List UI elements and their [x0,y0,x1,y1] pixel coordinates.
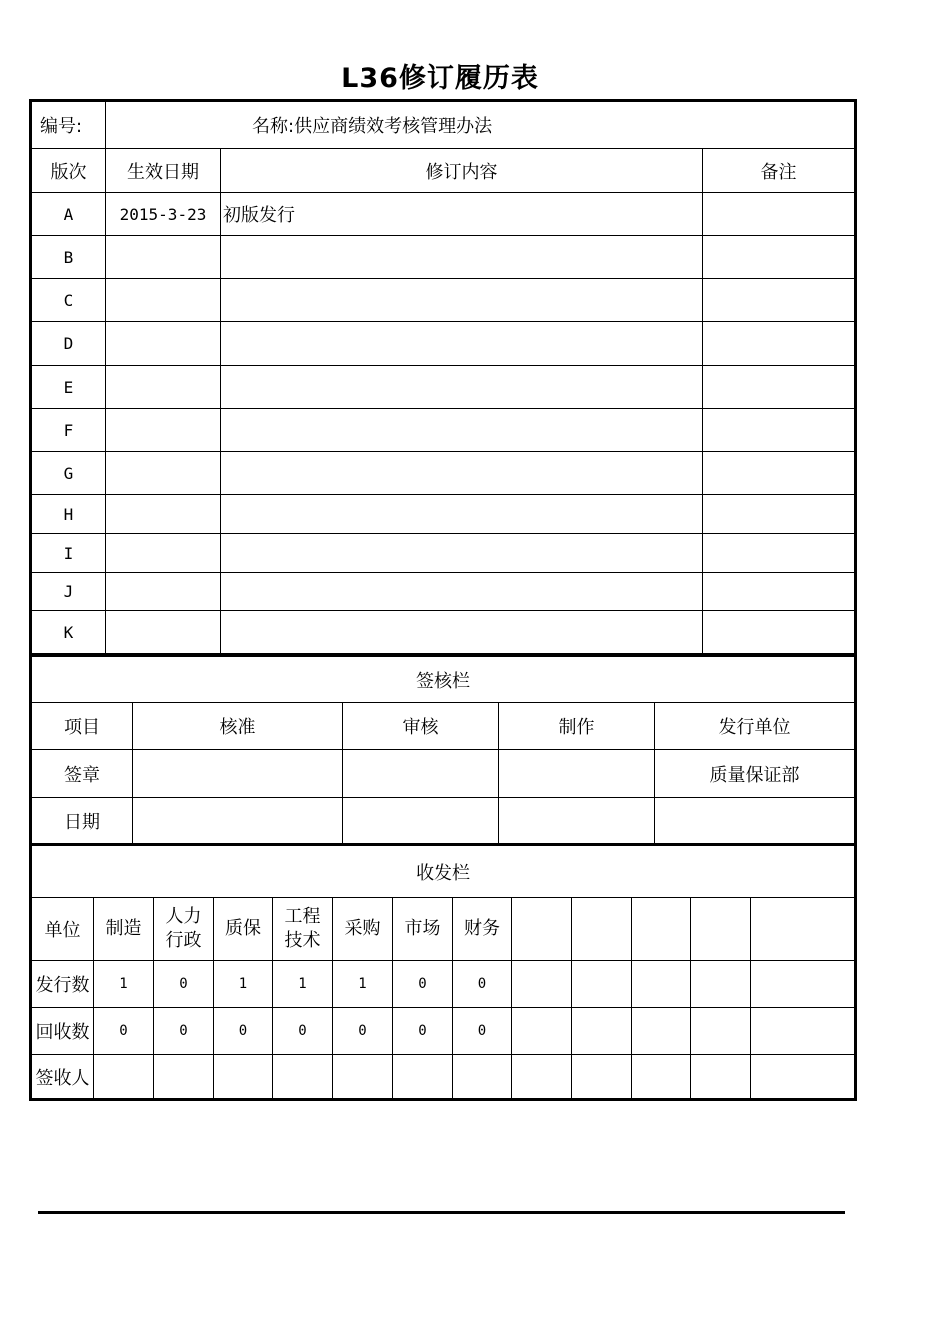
revision-version: A [31,193,106,236]
date-review-cell [343,798,499,845]
signoff-header-issuer: 发行单位 [655,703,856,750]
dept-finance: 财务 [453,898,512,961]
revision-content [221,322,703,366]
blank-cell [632,961,691,1008]
revision-version: B [31,236,106,279]
dept-quality: 质保 [214,898,273,961]
revision-content: 初版发行 [221,193,703,236]
count-cell: 0 [453,961,512,1008]
seal-approve-cell [133,750,343,798]
blank-cell [512,961,572,1008]
col-header-date: 生效日期 [106,149,221,193]
revision-note [703,279,856,322]
revision-version: E [31,366,106,409]
revision-row [31,495,856,534]
dept-marketing: 市场 [393,898,453,961]
number-label: 编号: [31,101,106,149]
revision-version: J [31,573,106,611]
revision-date [106,611,221,655]
blank-cell [691,1055,751,1100]
col-header-note: 备注 [703,149,856,193]
dept-engineering: 工程 技术 [273,898,333,961]
revision-version: F [31,409,106,452]
revision-table [29,99,857,656]
count-cell: 0 [393,961,453,1008]
signoff-header-item: 项目 [31,703,133,750]
revision-note [703,409,856,452]
distribution-title: 收发栏 [31,845,856,898]
count-cell: 1 [94,961,154,1008]
revision-date [106,573,221,611]
document-name: 名称:供应商绩效考核管理办法 [106,101,856,149]
row-label: 签收人 [31,1055,94,1100]
dept-purchasing: 采购 [333,898,393,961]
revision-content [221,366,703,409]
returned-count-row [31,1008,856,1055]
revision-date [106,409,221,452]
dept-hr-admin: 人力 行政 [154,898,214,961]
count-cell: 0 [94,1008,154,1055]
revision-row [31,366,856,409]
blank-cell [572,1008,632,1055]
signoff-header-review: 审核 [343,703,499,750]
blank-cell [691,1008,751,1055]
revision-row [31,573,856,611]
revision-date: 2015-3-23 [106,193,221,236]
revision-content [221,279,703,322]
revision-note [703,495,856,534]
signer-cell [453,1055,512,1100]
date-issuer-cell [655,798,856,845]
revision-row [31,322,856,366]
count-cell: 1 [273,961,333,1008]
revision-version: D [31,322,106,366]
revision-date [106,452,221,495]
revision-row [31,236,856,279]
count-cell: 0 [154,1008,214,1055]
issuing-unit: 质量保证部 [655,750,856,798]
blank-cell [632,1008,691,1055]
blank-cell [632,1055,691,1100]
revision-content [221,495,703,534]
revision-row [31,279,856,322]
signer-cell [333,1055,393,1100]
count-cell: 0 [273,1008,333,1055]
revision-note [703,611,856,655]
revision-content [221,534,703,573]
dept-blank [512,898,572,961]
revision-date [106,322,221,366]
col-header-content: 修订内容 [221,149,703,193]
revision-note [703,193,856,236]
signer-cell [214,1055,273,1100]
count-cell: 1 [333,961,393,1008]
count-cell: 0 [453,1008,512,1055]
blank-cell [572,961,632,1008]
revision-version: H [31,495,106,534]
revision-row [31,611,856,655]
footer-divider [38,1211,845,1214]
revision-note [703,534,856,573]
count-cell: 0 [214,1008,273,1055]
revision-version: K [31,611,106,655]
blank-cell [691,961,751,1008]
revision-date [106,495,221,534]
blank-cell [751,1008,856,1055]
dept-blank [572,898,632,961]
date-label: 日期 [31,798,133,845]
revision-note [703,322,856,366]
revision-date [106,279,221,322]
blank-cell [572,1055,632,1100]
dept-manufacturing: 制造 [94,898,154,961]
col-header-version: 版次 [31,149,106,193]
dept-blank [632,898,691,961]
revision-version: I [31,534,106,573]
unit-label: 单位 [31,898,94,961]
count-cell: 0 [333,1008,393,1055]
signoff-header-prepare: 制作 [499,703,655,750]
blank-cell [512,1055,572,1100]
dept-blank [751,898,856,961]
revision-row [31,193,856,236]
revision-content [221,409,703,452]
row-label: 回收数 [31,1008,94,1055]
revision-note [703,452,856,495]
seal-prepare-cell [499,750,655,798]
signoff-title: 签核栏 [31,656,856,703]
blank-cell [751,961,856,1008]
revision-date [106,366,221,409]
revision-note [703,573,856,611]
page-title: L36修订履历表 [341,63,539,94]
revision-date [106,534,221,573]
dept-blank [691,898,751,961]
signoff-table [29,654,857,846]
count-cell: 0 [154,961,214,1008]
revision-content [221,611,703,655]
seal-label: 签章 [31,750,133,798]
date-prepare-cell [499,798,655,845]
revision-note [703,366,856,409]
revision-date [106,236,221,279]
revision-content [221,236,703,279]
distribution-table [29,843,857,1101]
revision-version: G [31,452,106,495]
seal-review-cell [343,750,499,798]
signoff-header-approve: 核准 [133,703,343,750]
signer-cell [273,1055,333,1100]
revision-version: C [31,279,106,322]
blank-cell [512,1008,572,1055]
signer-cell [154,1055,214,1100]
count-cell: 1 [214,961,273,1008]
revision-row [31,409,856,452]
row-label: 发行数 [31,961,94,1008]
revision-row [31,452,856,495]
revision-content [221,452,703,495]
issued-count-row [31,961,856,1008]
revision-note [703,236,856,279]
signer-cell [393,1055,453,1100]
date-approve-cell [133,798,343,845]
signer-row [31,1055,856,1100]
count-cell: 0 [393,1008,453,1055]
blank-cell [751,1055,856,1100]
revision-content [221,573,703,611]
signer-cell [94,1055,154,1100]
revision-row [31,534,856,573]
